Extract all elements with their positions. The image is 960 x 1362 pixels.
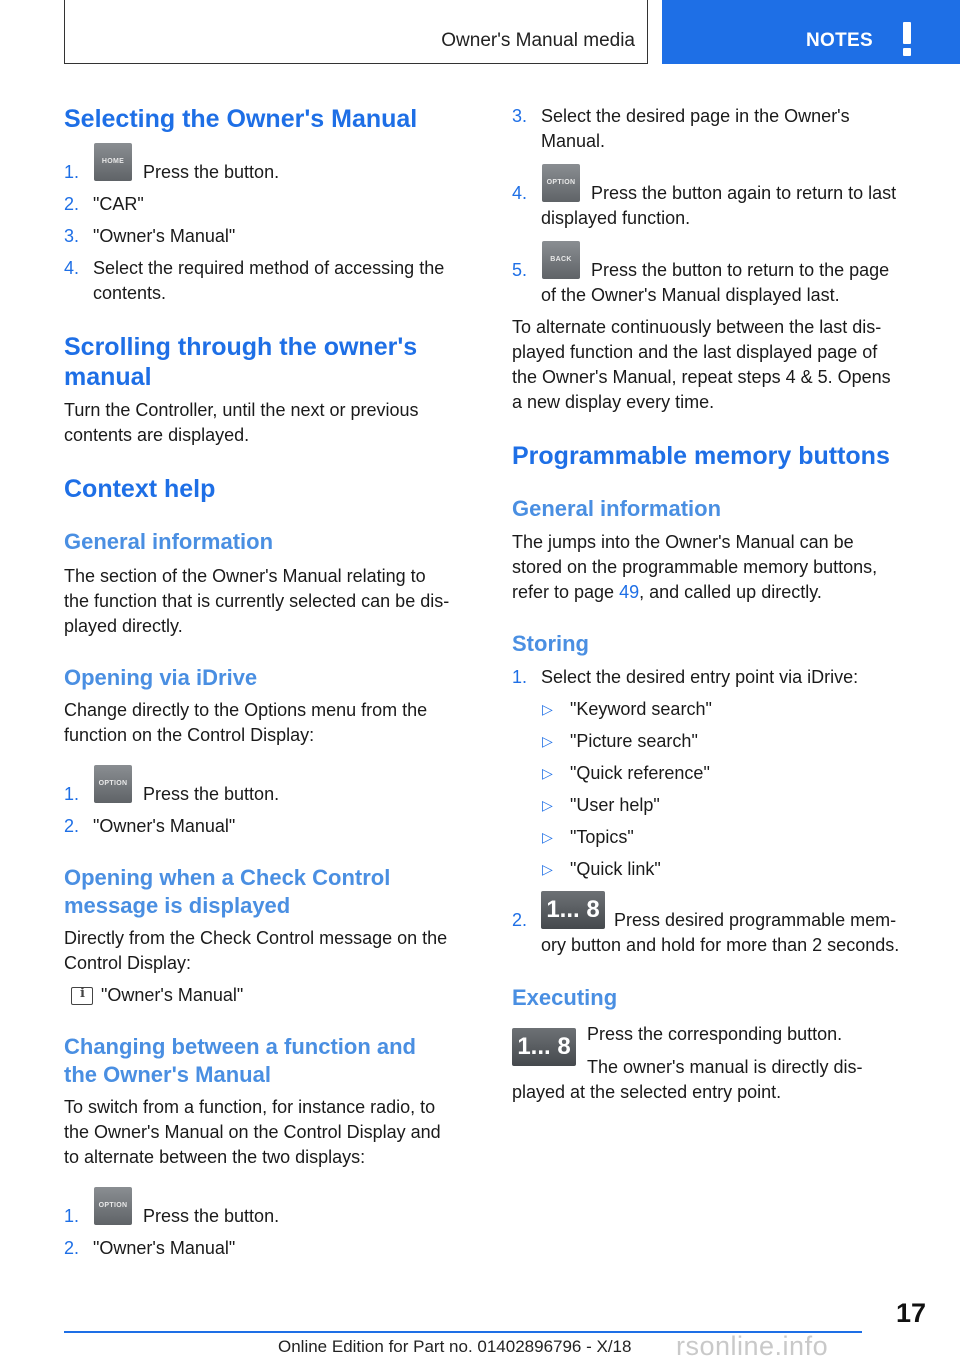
page-link[interactable]: 49 [619, 582, 640, 602]
step-text: "Owner's Manual" [93, 1238, 236, 1258]
body-text: Control Display: [64, 953, 192, 973]
subheading-check-control: message is displayed [64, 893, 291, 918]
step-text: Press the button. [143, 162, 280, 182]
body-text [512, 580, 822, 605]
step-text: Press the button. [143, 784, 280, 804]
body-text: stored on the programmable memory buttons, [512, 557, 878, 577]
step-text: of the Owner's Manual displayed last. [541, 285, 840, 305]
body-text: the function that is currently selected can be dis- [64, 591, 450, 611]
step-number: 4. [512, 183, 528, 203]
heading-scrolling: manual [64, 363, 152, 391]
subheading-storing: Storing [512, 631, 589, 656]
step-number: 2. [64, 194, 80, 214]
option-button-icon: OPTION [94, 765, 132, 803]
body-text: The owner's manual is directly dis- [587, 1057, 863, 1077]
body-text: Directly from the Check Control message on the [64, 928, 448, 948]
body-text: played directly. [64, 616, 183, 636]
step-text: Press the button to return to the page [591, 260, 890, 280]
subheading-changing: the Owner's Manual [64, 1062, 271, 1087]
step-number: 4. [64, 258, 80, 278]
item-text: "Owner's Manual" [101, 985, 244, 1005]
option-text: "Picture search" [570, 731, 698, 751]
option-text: "User help" [570, 795, 660, 815]
subheading-check-control: Opening when a Check Control [64, 865, 391, 890]
memory-key-icon: 1... 8 [541, 891, 605, 929]
body-text: played function and the last displayed page of [512, 342, 878, 362]
step-text: "CAR" [93, 194, 144, 214]
step-text: contents. [93, 283, 167, 303]
edition-text: Online Edition for Part no. 01402896796 - X/18 [278, 1337, 632, 1356]
step-text: ory button and hold for more than 2 seconds. [541, 935, 900, 955]
subheading-general: General information [512, 496, 722, 521]
body-text: contents are displayed. [64, 425, 250, 445]
step-text: Select the required method of accessing the [93, 258, 445, 278]
step-text: Select the desired page in the Owner's [541, 106, 850, 126]
body-text: to alternate between the two displays: [64, 1147, 366, 1167]
body-text: To switch from a function, for instance radio, to [64, 1097, 436, 1117]
step-text: "Owner's Manual" [93, 816, 236, 836]
step-number: 1. [64, 1206, 80, 1226]
step-text: Manual. [541, 131, 606, 151]
option-button-icon: OPTION [94, 1187, 132, 1225]
body-text: Change directly to the Options menu from the [64, 700, 428, 720]
step-text: Press the button again to return to last [591, 183, 897, 203]
step-number: 2. [512, 910, 528, 930]
step-text: displayed function. [541, 208, 691, 228]
step-text: Press desired programmable mem- [614, 910, 897, 930]
body-text: Turn the Controller, until the next or previous [64, 400, 419, 420]
heading-context-help: Context help [64, 475, 216, 503]
step-number: 2. [64, 816, 80, 836]
heading-scrolling: Scrolling through the owner's [64, 333, 418, 361]
step-number: 1. [512, 667, 528, 687]
body-text: The section of the Owner's Manual relating to [64, 566, 426, 586]
step-text: Press the button. [143, 1206, 280, 1226]
body-text: a new display every time. [512, 392, 715, 412]
body-text: To alternate continuously between the last dis- [512, 317, 882, 337]
header-box [64, 0, 648, 64]
info-icon: i [71, 987, 93, 1005]
bullet-triangle-icon: ▷ [542, 765, 553, 781]
body-text: played at the selected entry point. [512, 1082, 782, 1102]
body-text: The jumps into the Owner's Manual can be [512, 532, 854, 552]
heading-memory-buttons: Programmable memory buttons [512, 442, 890, 470]
subheading-executing: Executing [512, 985, 618, 1010]
body-text: Press the corresponding button. [587, 1024, 843, 1044]
notes-label: NOTES [806, 30, 873, 51]
text-segment: , and called up directly. [639, 582, 822, 602]
exclamation-icon [900, 22, 914, 56]
step-number: 1. [64, 162, 80, 182]
bullet-triangle-icon: ▷ [542, 701, 553, 717]
section-title: Owner's Manual media [441, 30, 635, 51]
bullet-triangle-icon: ▷ [542, 733, 553, 749]
step-text: Select the desired entry point via iDrive: [541, 667, 859, 687]
bullet-triangle-icon: ▷ [542, 861, 553, 877]
step-number: 3. [64, 226, 80, 246]
heading-selecting: Selecting the Owner's Manual [64, 105, 418, 133]
bullet-triangle-icon: ▷ [542, 797, 553, 813]
page-number: 17 [896, 1298, 927, 1328]
bullet-triangle-icon: ▷ [542, 829, 553, 845]
subheading-changing: Changing between a function and [64, 1034, 416, 1059]
memory-key-icon: 1... 8 [512, 1028, 576, 1066]
step-number: 3. [512, 106, 528, 126]
notes-tab[interactable] [662, 0, 960, 64]
back-button-icon: BACK [542, 241, 580, 279]
option-text: "Quick link" [570, 859, 661, 879]
body-text: the Owner's Manual on the Control Display and [64, 1122, 441, 1142]
step-number: 5. [512, 260, 528, 280]
home-button-icon: HOME [94, 143, 132, 181]
option-text: "Topics" [570, 827, 634, 847]
step-text: "Owner's Manual" [93, 226, 236, 246]
step-number: 1. [64, 784, 80, 804]
watermark: rsonline.info [676, 1331, 829, 1361]
step-number: 2. [64, 1238, 80, 1258]
text-segment: refer to page [512, 582, 620, 602]
subheading-general: General information [64, 529, 274, 554]
option-button-icon: OPTION [542, 164, 580, 202]
option-text: "Quick reference" [570, 763, 710, 783]
option-text: "Keyword search" [570, 699, 712, 719]
subheading-idrive: Opening via iDrive [64, 665, 258, 690]
body-text: the Owner's Manual, repeat steps 4 & 5. Opens [512, 367, 891, 387]
body-text: function on the Control Display: [64, 725, 315, 745]
